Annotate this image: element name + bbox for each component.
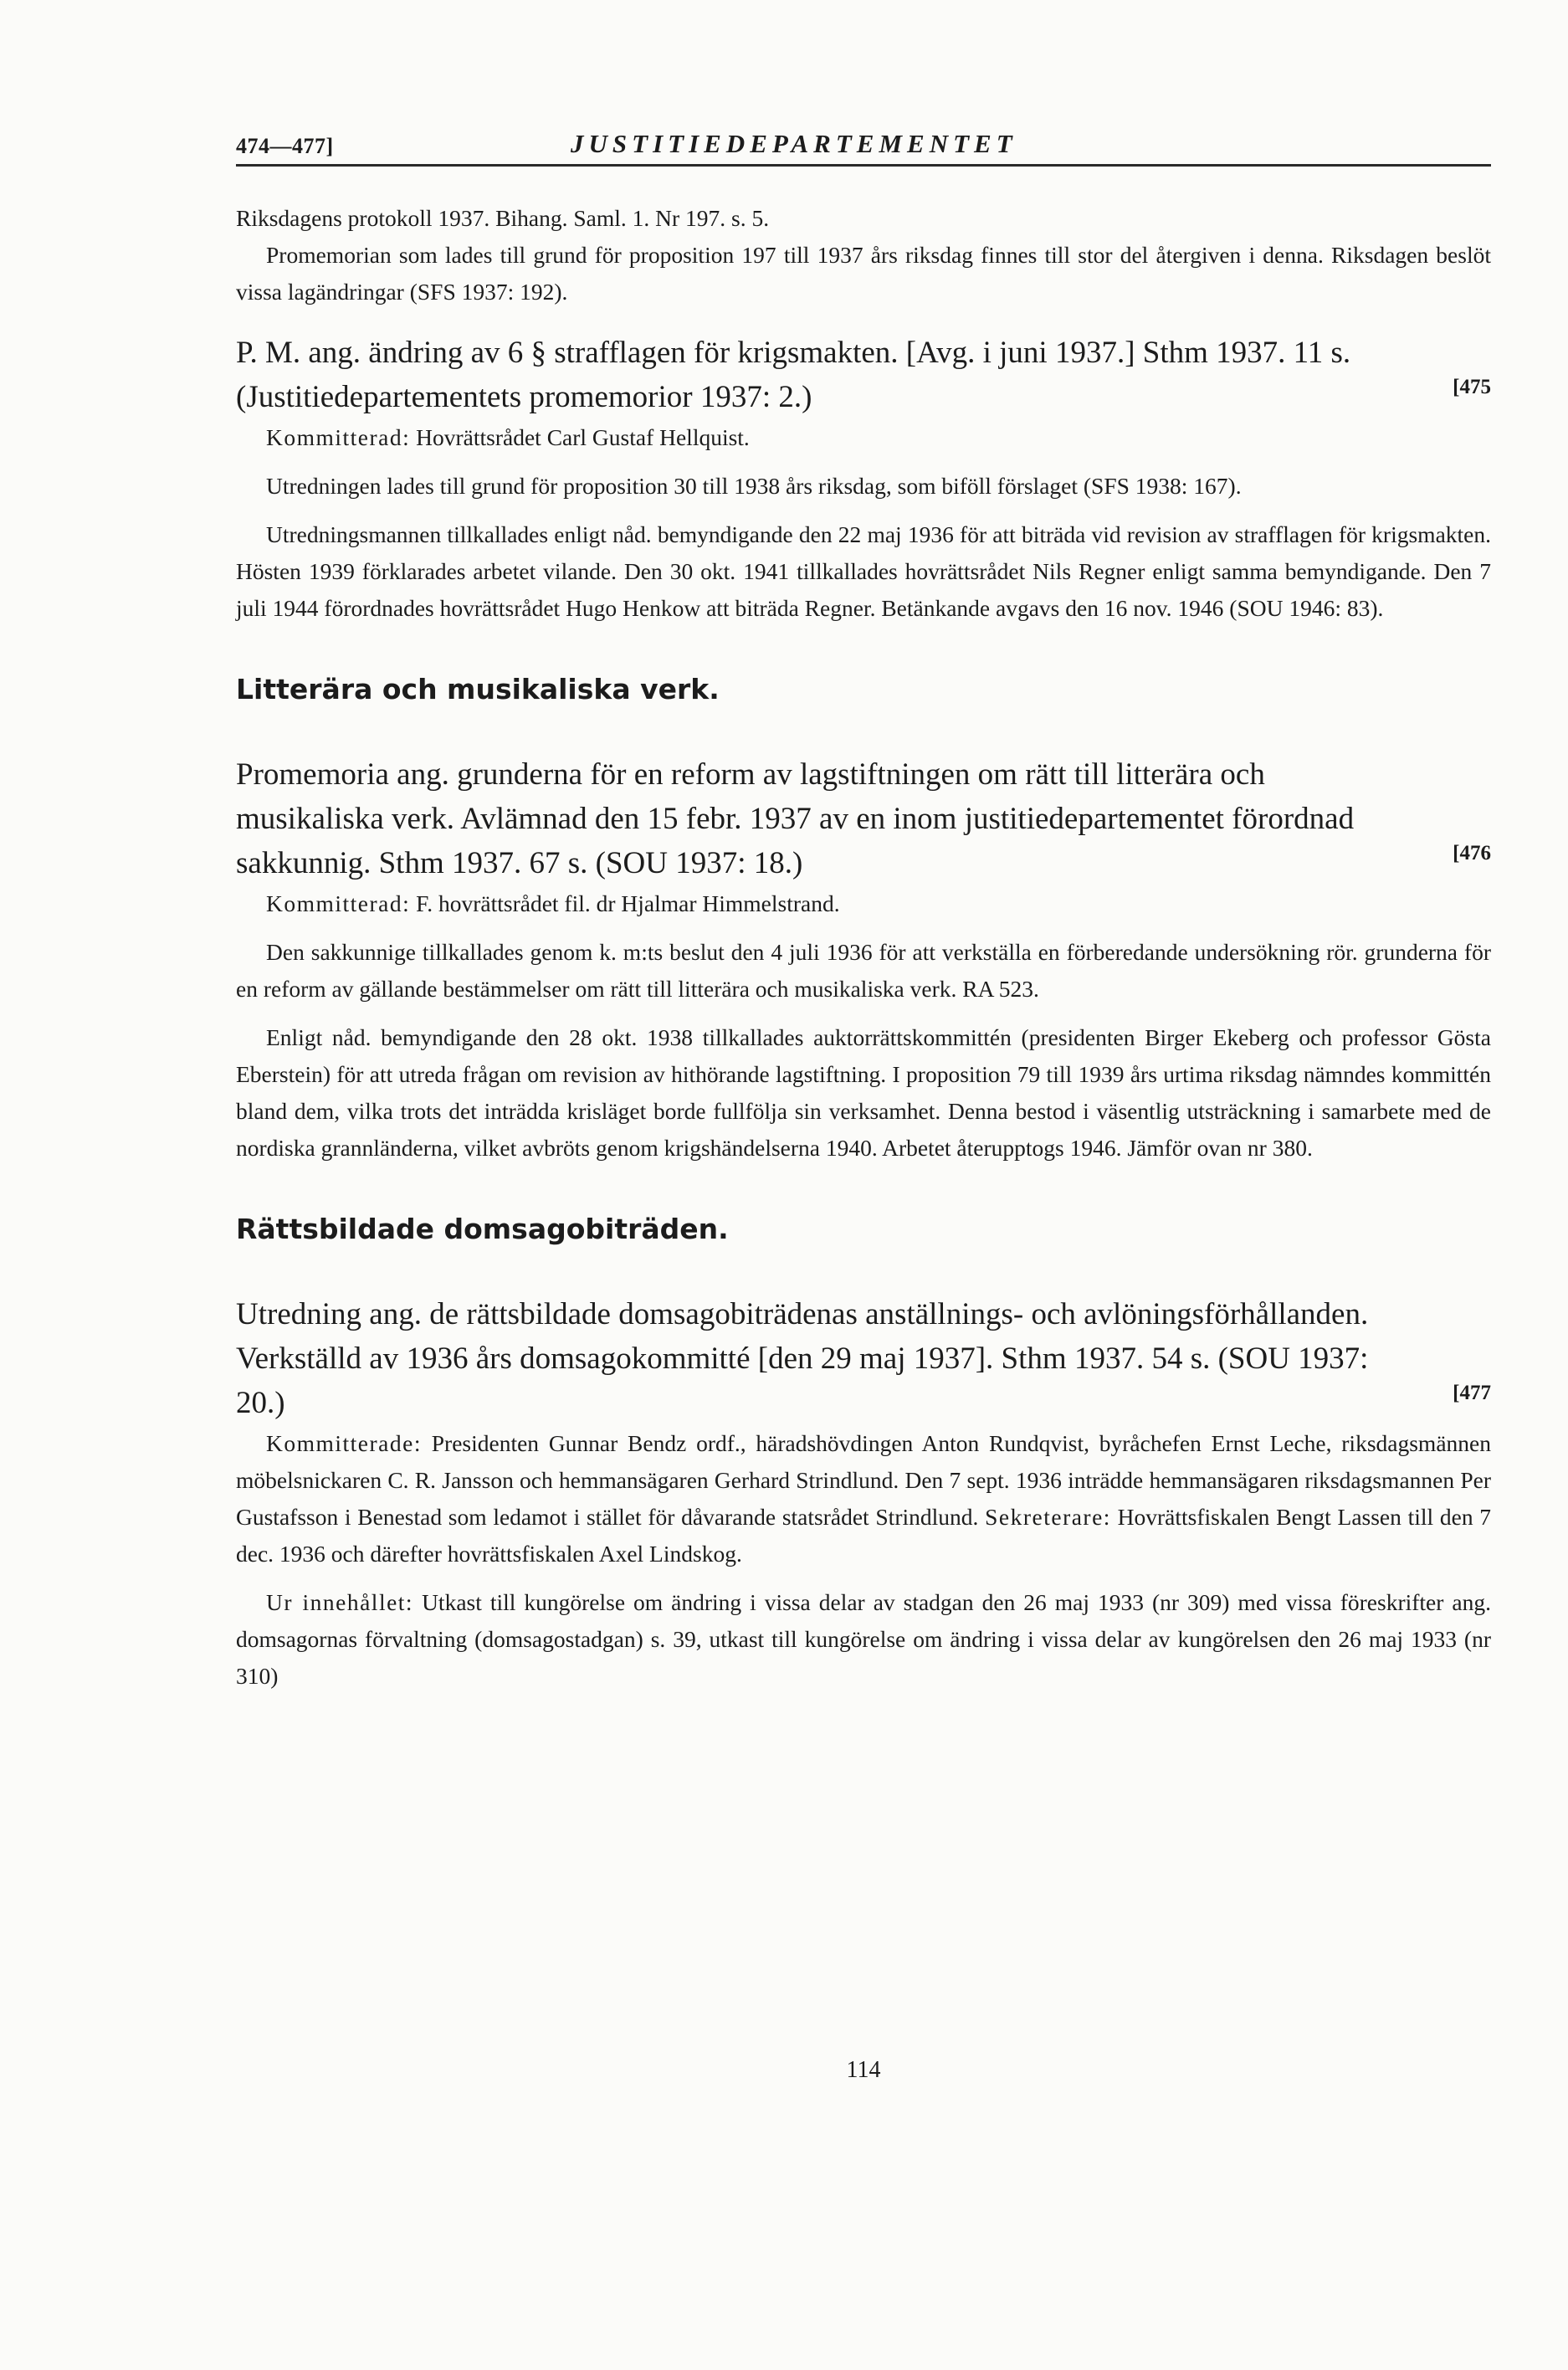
document-page <box>236 117 1492 2083</box>
entry-477-title: Utredning ang. de rättsbildade domsagobiträdenas anställnings- och avlöningsförhållanden. Verkställd av 1936 års domsagokommitté [den 29 maj 1937]. Sthm 1937. 54 s. (SOU 1937: 20.) <box>236 1297 1369 1420</box>
entry-477-contents <box>236 1584 1491 1695</box>
secretary-text: Hovrättsfiskalen Bengt Lassen till den 7 dec. 1936 och därefter hovrättsfiskalen Axel Lindskog. <box>236 1504 1492 1567</box>
entry-477 <box>236 1292 1491 1425</box>
entry-475 <box>236 331 1491 419</box>
entry-476 <box>236 752 1491 885</box>
contents-label: Ur innehållet: <box>266 1589 414 1615</box>
entry-475-paragraph-1: Utredningen lades till grund för proposition 30 till 1938 års riksdag, som biföll förslaget (SFS 1938: 167). <box>266 473 1242 499</box>
entry-476-title: Promemoria ang. grunderna för en reform av lagstiftningen om rätt till litterära och musikaliska verk. Avlämnad den 15 febr. 1937 av en inom justitiedepartementet förordnad sakkunnig. Sthm 1937. 67 s. (SOU 1937: 18.) <box>236 757 1355 880</box>
committee-label: Kommitterad: <box>266 890 411 916</box>
entry-475-title: P. M. ang. ändring av 6 § strafflagen för krigsmakten. [Avg. i juni 1937.] Sthm 1937. 11 s. (Justitiedepartementets promemorior 1937: 2.) <box>236 336 1351 414</box>
committee-members: F. hovrättsrådet fil. dr Hjalmar Himmelstrand. <box>416 890 840 916</box>
committee-members: Hovrättsrådet Carl Gustaf Hellquist. <box>416 424 750 450</box>
section-heading-court-assistants: Rättsbildade domsagobiträden. <box>236 1213 729 1245</box>
contents-text: Utkast till kungörelse om ändring i vissa delar av stadgan den 26 maj 1933 (nr 309) med vissa föreskrifter ang. domsagornas förvaltning (domsagostadgan) s. 39, utkast till kungörelse om ändring i vissa delar av kungörelsen den 26 maj 1933 (nr 310) <box>236 1589 1491 1689</box>
entry-476-paragraph-1: Den sakkunnige tillkallades genom k. m:ts beslut den 4 juli 1936 för att verkställa en förberedande undersökning rör. grunderna för en reform av gällande bestämmelser om rätt till litterära och musikaliska verk. RA 523. <box>236 939 1491 1002</box>
entry-475-committee <box>236 419 1491 456</box>
section-heading-literary-works: Litterära och musikaliska verk. <box>236 673 720 705</box>
secretary-label: Sekreterare: <box>985 1504 1111 1530</box>
entry-475-paragraph-2: Utredningsmannen tillkallades enligt nåd. bemyndigande den 22 maj 1936 för att biträda vid revision av strafflagen för krigsmakten. Hösten 1939 förklarades arbetet vilande. Den 30 okt. 1941 tillkallades hovrättsrådet Nils Regner enligt samma bemyndigande. Den 7 juli 1944 förordnades hovrättsrådet Hugo Henkow att biträda Regner. Betänkande avgavs den 16 nov. 1946 (SOU 1946: 83). <box>236 521 1491 621</box>
committee-label: Kommitterad: <box>266 424 411 450</box>
department-title: JUSTITIEDEPARTEMENTET <box>571 129 1017 158</box>
page-range: 474—477] <box>236 134 334 158</box>
entry-477-committee <box>236 1425 1491 1572</box>
committee-members: Presidenten Gunnar Bendz ordf., häradshövdingen Anton Rundqvist, byråchefen Ernst Leche, riksdagsmännen möbelsnickaren C. R. Jansson och hemmansägaren Gerhard Strindlund. Den 7 sept. 1936 inträdde hemmansägaren riksdagsmannen Per Gustafsson i Benestad som ledamot i stället för dåvarande statsrådet Strindlund. <box>236 1430 1491 1530</box>
page-number: 114 <box>846 2057 881 2083</box>
running-header <box>236 117 1491 167</box>
entry-476-paragraph-2: Enligt nåd. bemyndigande den 28 okt. 1938 tillkallades auktorrättskommittén (presidenten Birger Ekeberg och professor Gösta Eberstein) för att utreda frågan om revision av hithörande lagstiftning. I proposition 79 till 1939 års urtima riksdag nämndes kommittén bland dem, vilka trots det inträdda krisläget borde fullfölja sin verksamhet. Denna bestod i väsentlig utsträckning i samarbete med de nordiska grannländerna, vilket avbröts genom krigshändelserna 1940. Arbetet återupptogs 1946. Jämför ovan nr 380. <box>236 1024 1491 1161</box>
intro-reference: Riksdagens protokoll 1937. Bihang. Saml. 1. Nr 197. s. 5. <box>236 205 770 231</box>
entry-476-number: [476 <box>1453 842 1491 864</box>
committee-label: Kommitterade: <box>266 1430 422 1456</box>
entry-475-number: [475 <box>1453 376 1491 398</box>
entry-477-number: [477 <box>1453 1382 1491 1404</box>
entry-476-committee <box>236 885 1491 922</box>
intro-note: Promemorian som lades till grund för proposition 197 till 1937 års riksdag finnes till stor del återgiven i denna. Riksdagen beslöt vissa lagändringar (SFS 1937: 192). <box>236 242 1491 305</box>
